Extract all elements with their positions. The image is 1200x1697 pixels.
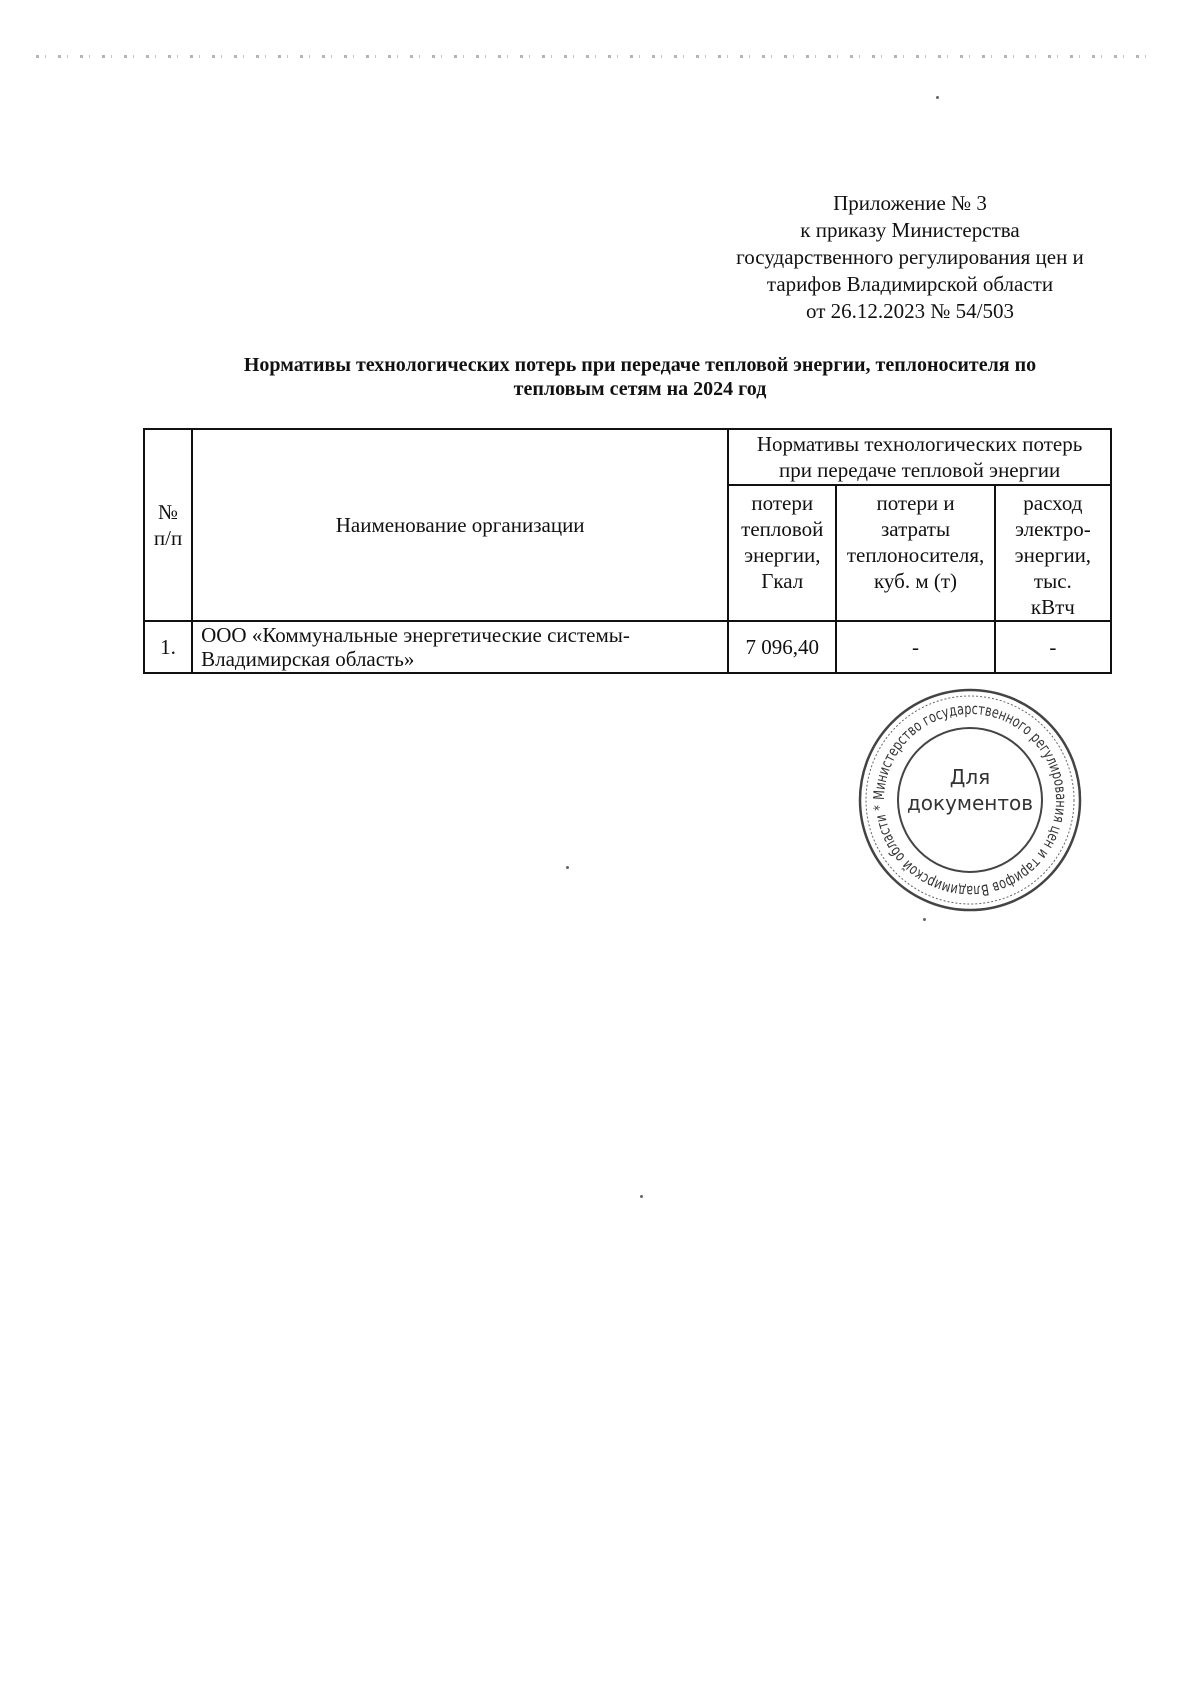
scan-speck <box>923 918 926 921</box>
norms-table <box>143 428 1112 674</box>
document-title-line: тепловым сетям на 2024 год <box>513 378 767 400</box>
scan-speck <box>566 866 569 869</box>
cell-number: 1. <box>144 621 192 673</box>
document-title <box>140 353 1140 401</box>
scan-speck <box>936 96 939 99</box>
appendix-header <box>660 190 1160 325</box>
official-stamp <box>856 686 1084 914</box>
table-row <box>144 621 1111 673</box>
appendix-line: государственного регулирования цен и <box>736 245 1084 269</box>
appendix-line: Приложение № 3 <box>833 191 987 215</box>
scan-speck <box>640 1195 643 1198</box>
header-electricity: расход электро- энергии, тыс. кВтч <box>995 485 1111 621</box>
cell-heat-loss: 7 096,40 <box>728 621 836 673</box>
cell-organization: ООО «Коммунальные энергетические системы- Владимирская область» <box>192 621 728 673</box>
cell-coolant: - <box>836 621 994 673</box>
header-coolant: потери и затраты теплоносителя, куб. м (т) <box>836 485 994 621</box>
document-title-line: Нормативы технологических потерь при передаче тепловой энергии, теплоносителя по <box>243 354 1037 376</box>
header-heat-loss: потери тепловой энергии, Гкал <box>728 485 836 621</box>
appendix-line: от 26.12.2023 № 54/503 <box>805 299 1015 323</box>
cell-electricity: - <box>995 621 1111 673</box>
appendix-line: тарифов Владимирской области <box>766 272 1054 296</box>
scan-artifact-line <box>36 55 1156 58</box>
stamp-center-text: Для документов <box>906 765 1034 815</box>
appendix-line: к приказу Министерства <box>800 218 1020 242</box>
header-number: № п/п <box>144 429 192 621</box>
stamp-ring-text: Министерство государственного регулирования цен и тарифов Владимирской области * <box>869 699 1071 901</box>
header-organization: Наименование организации <box>192 429 728 621</box>
header-norms-group: Нормативы технологических потерь при передаче тепловой энергии <box>728 429 1111 485</box>
